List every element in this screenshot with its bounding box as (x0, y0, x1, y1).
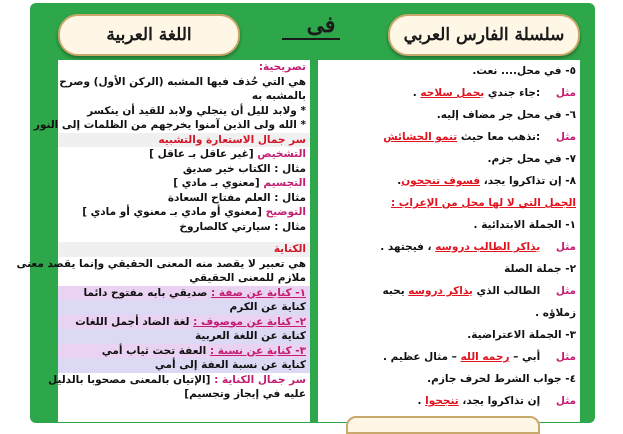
sentence-1-example: مثل يذاكر الطالب دروسه ، فيجتهد . (318, 236, 580, 258)
no-position-sentences-title: الجمل التي لا لها محل من الإعراب : (390, 197, 576, 209)
kinaya-secret-row (48, 373, 310, 388)
example-label: مثل (555, 395, 576, 407)
item-8: ٨- إن تذاكروا يجد، فسوف تنجحون. (397, 175, 576, 187)
tawdih-label: التوضيح (265, 206, 306, 218)
kinaya-mawsuf-row (58, 315, 310, 330)
tashkhis-row (58, 147, 310, 162)
item-5: ٥- في محل.... نعت. (472, 65, 576, 77)
tawdih-value: [معنوي أو مادي بـ معنوي أو مادي ] (82, 206, 262, 218)
kinaya-nisba-example: العفة تحت ثياب أمي (101, 344, 207, 357)
item-6-example: مثل :نذهب معا حيث تنمو الحشائش (318, 126, 580, 148)
tasriha-example-1: * ولابد لليل أن ينجلي ولابد للقيد أن ينكسر (87, 104, 306, 117)
kinaya-sifa-head: ١- كناية عن صفة : (211, 286, 306, 299)
tashkhis-example: مثال : الكتاب خير صديق (182, 162, 306, 175)
sentence-2-example-cont: زملاؤه . (535, 307, 576, 319)
example-label: مثل (555, 131, 576, 143)
tajsim-row (58, 176, 310, 191)
connector-tail (282, 38, 340, 40)
kinaya-def-2: ملازم للمعنى الحقيقي (189, 272, 306, 284)
kinaya-secret-label: سر جمال الكناية : (214, 373, 306, 386)
sentence-3: ٣- الجملة الاعتراضية. (467, 329, 576, 341)
secret-beauty-title: سر جمال الاستعارة والتشبيه (58, 133, 310, 148)
tashkhis-label: التشخيص (257, 148, 306, 160)
tashkhis-value: [غير عاقل بـ عاقل ] (149, 148, 254, 160)
kinaya-nisba-head: ٣- كناية عن نسبة : (209, 344, 306, 357)
subject-title-pill (58, 14, 240, 56)
example-label: مثل (555, 87, 576, 99)
item-7: ٧- في محل جزم. (487, 153, 576, 165)
kinaya-mawsuf-note: كناية عن اللغة العربية (58, 329, 310, 344)
example-label: مثل (555, 241, 576, 253)
series-title-pill (388, 14, 580, 56)
example-label: مثل (555, 285, 576, 297)
tasriha-def-2: بالمشبه به (251, 90, 306, 102)
subject-title: اللغة العربية (106, 25, 192, 45)
tajsim-value: [معنوي بـ مادي ] (173, 177, 260, 189)
kinaya-secret-value: [الإتيان بالمعنى مصحوبا بالدليل (48, 373, 211, 386)
kinaya-sifa-row (58, 286, 310, 301)
kinaya-mawsuf-head: ٢- كناية عن موصوف : (193, 315, 306, 328)
kinaya-sifa-example: صديقي بابه مفتوح دائما (83, 286, 208, 299)
right-panel (318, 60, 580, 422)
kinaya-secret-value-2: عليه في إيجاز وتجسيم] (184, 388, 306, 400)
sentence-1: ١- الجملة الابتدائية . (473, 219, 576, 231)
sentence-2-example: مثل الطالب الذي يذاكر دروسه يحبه (318, 280, 580, 302)
kinaya-mawsuf-example: لغة الضاد أجمل اللغات (75, 315, 190, 328)
tajsim-label: التجسيم (263, 177, 306, 189)
sentence-3-example: مثل أبي – رحمه الله – مثال عظيم . (318, 346, 580, 368)
bottom-tab-decoration (346, 416, 540, 434)
item-5-example: مثل :جاء جندي يحمل سلاحه . (318, 82, 580, 104)
item-6: ٦- في محل جر مضاف إليه. (436, 109, 576, 121)
kinaya-nisba-note: كناية عن نسبة العفة إلى أمي (58, 358, 310, 373)
sentence-4-example: مثل إن تذاكروا يجد، تنجحوا . (318, 390, 580, 412)
sentence-2: ٢- جملة الصلة (504, 263, 576, 275)
tawdih-row (58, 205, 310, 220)
series-title: سلسلة الفارس العربي (403, 25, 565, 45)
tawdih-example: مثال : سيارتي كالصاروخ (179, 220, 306, 233)
tajsim-example: مثال : العلم مفتاح السعادة (167, 191, 306, 204)
tasriha-title: تصريحية: (258, 61, 306, 73)
sentence-4: ٤- جواب الشرط لحرف جازم. (427, 373, 576, 385)
example-label: مثل (555, 351, 576, 363)
connector-word: فى (276, 12, 366, 52)
left-panel (16, 60, 310, 422)
kinaya-sifa-note: كناية عن الكرم (58, 300, 310, 315)
kinaya-nisba-row (58, 344, 310, 359)
tasriha-example-2: * الله ولى الذين آمنوا يخرجهم من الظلمات إلى النور (33, 119, 306, 131)
kinaya-def-1: هي تعبير لا يقصد منه المعنى الحقيقي وإنما يقصد معنى (16, 257, 306, 270)
tasriha-def-1: هي التي حُذف فيها المشبه (الركن الأول) وصرح (59, 75, 306, 88)
kinaya-title: الكناية (58, 242, 310, 257)
